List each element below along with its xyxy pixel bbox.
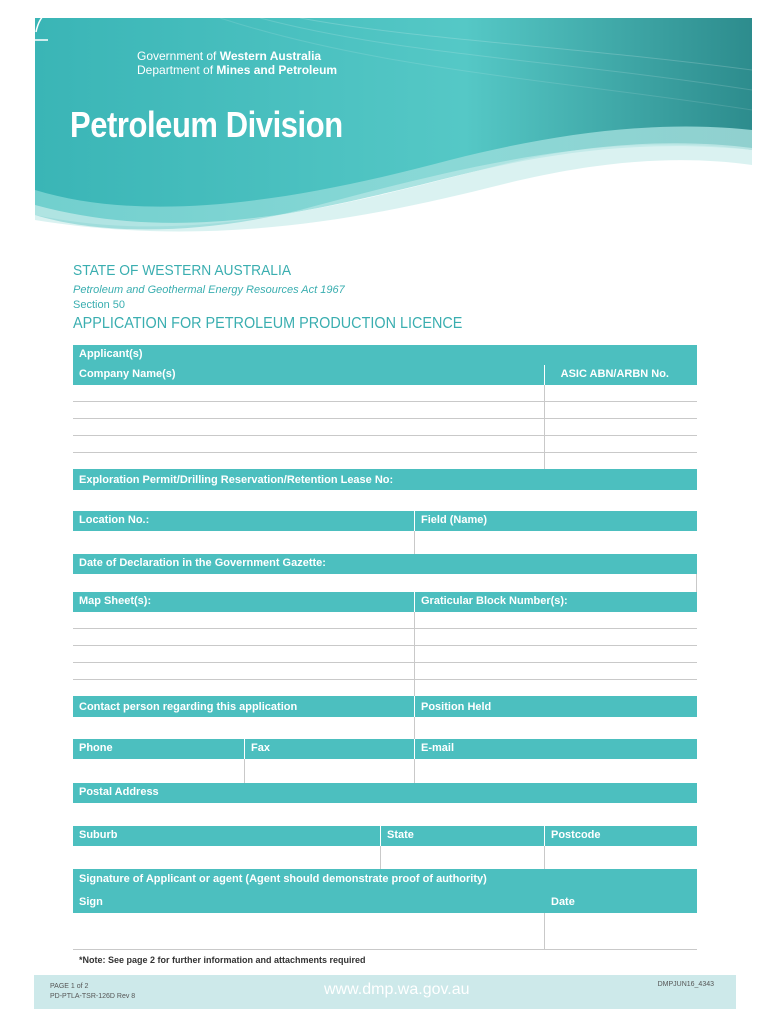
graticular-block-field-5[interactable]: [415, 680, 697, 696]
page-note: *Note: See page 2 for further information and attachments required: [79, 955, 366, 965]
asic-field-4[interactable]: [545, 436, 697, 453]
map-sheet-field-1[interactable]: [73, 612, 414, 629]
graticular-block-field-2[interactable]: [415, 629, 697, 646]
application-title: APPLICATION FOR PETROLEUM PRODUCTION LICENCE: [73, 315, 463, 332]
graticular-block-field-4[interactable]: [415, 663, 697, 680]
map-sheet-field-5[interactable]: [73, 680, 414, 696]
exploration-permit-field[interactable]: [73, 490, 697, 511]
website-link[interactable]: www.dmp.wa.gov.au: [324, 981, 470, 998]
government-line: Government of Western Australia: [137, 49, 322, 63]
postcode-field[interactable]: [545, 846, 697, 869]
graticular-block-field-3[interactable]: [415, 646, 697, 663]
email-field[interactable]: [415, 759, 697, 783]
map-sheets-header: Map Sheet(s):: [73, 592, 414, 612]
suburb-header: Suburb: [73, 826, 380, 846]
applicants-header: Applicant(s): [73, 345, 697, 365]
location-no-field[interactable]: [73, 531, 414, 554]
asic-field-1[interactable]: [545, 385, 697, 402]
column-divider: [414, 612, 415, 696]
graticular-block-field-1[interactable]: [415, 612, 697, 629]
signature-label: Signature of Applicant or agent (Agent should demonstrate proof of authority): [79, 873, 487, 885]
sign-header: Sign: [79, 896, 103, 908]
column-divider: [544, 385, 545, 469]
division-title: Petroleum Division: [70, 104, 343, 145]
fax-field[interactable]: [245, 759, 414, 783]
state-header: State: [381, 826, 544, 846]
company-name-field-2[interactable]: [73, 402, 544, 419]
act-name: Petroleum and Geothermal Energy Resources Act 1967: [73, 284, 345, 296]
asic-field-2[interactable]: [545, 402, 697, 419]
field-name-field[interactable]: [415, 531, 697, 554]
column-divider: [544, 913, 545, 950]
column-divider: [380, 846, 381, 869]
company-names-header: Company Name(s): [73, 365, 544, 385]
header-banner: [0, 0, 770, 250]
map-sheet-field-2[interactable]: [73, 629, 414, 646]
column-divider: [414, 759, 415, 783]
phone-header: Phone: [73, 739, 244, 759]
asic-field-3[interactable]: [545, 419, 697, 436]
wa-coat-of-arms-logo: [0, 0, 52, 46]
department-line: Department of Mines and Petroleum: [137, 63, 338, 77]
state-heading: STATE OF WESTERN AUSTRALIA: [73, 262, 292, 279]
company-name-field-3[interactable]: [73, 419, 544, 436]
gazette-date-header: Date of Declaration in the Government Gazette:: [73, 554, 697, 574]
footer-bar: [34, 975, 736, 1009]
column-divider: [414, 531, 415, 554]
suburb-field[interactable]: [73, 846, 380, 869]
sign-field[interactable]: [73, 913, 544, 950]
graticular-block-header: Graticular Block Number(s):: [415, 592, 697, 612]
phone-field[interactable]: [73, 759, 244, 783]
company-name-field-4[interactable]: [73, 436, 544, 453]
page-number: PAGE 1 of 2: [50, 983, 89, 990]
map-sheet-field-4[interactable]: [73, 663, 414, 680]
column-divider: [414, 717, 415, 739]
contact-person-field[interactable]: [73, 717, 414, 739]
date-header: Date: [551, 896, 575, 908]
map-sheet-field-3[interactable]: [73, 646, 414, 663]
postal-address-field[interactable]: [73, 803, 697, 826]
fax-header: Fax: [245, 739, 414, 759]
column-divider: [244, 759, 245, 783]
gazette-date-field[interactable]: [73, 574, 697, 592]
date-field[interactable]: [545, 913, 697, 950]
company-name-field-5[interactable]: [73, 453, 544, 469]
contact-person-header: Contact person regarding this application: [73, 696, 414, 717]
position-held-header: Position Held: [415, 696, 697, 717]
document-code: DMPJUN16_4343: [657, 981, 714, 988]
field-name-header: Field (Name): [415, 511, 697, 531]
asic-field-5[interactable]: [545, 453, 697, 469]
state-field[interactable]: [381, 846, 544, 869]
postcode-header: Postcode: [545, 826, 697, 846]
email-header: E-mail: [415, 739, 697, 759]
form-code: PD-PTLA-TSR-126D Rev 8: [50, 993, 136, 1000]
asic-header: ASIC ABN/ARBN No.: [545, 365, 697, 385]
location-no-header: Location No.:: [73, 511, 414, 531]
company-name-field-1[interactable]: [73, 385, 544, 402]
section-label: Section 50: [73, 299, 125, 311]
postal-address-header: Postal Address: [73, 783, 697, 803]
column-divider: [544, 846, 545, 869]
position-held-field[interactable]: [415, 717, 697, 739]
exploration-permit-header: Exploration Permit/Drilling Reservation/Retention Lease No:: [73, 469, 697, 490]
